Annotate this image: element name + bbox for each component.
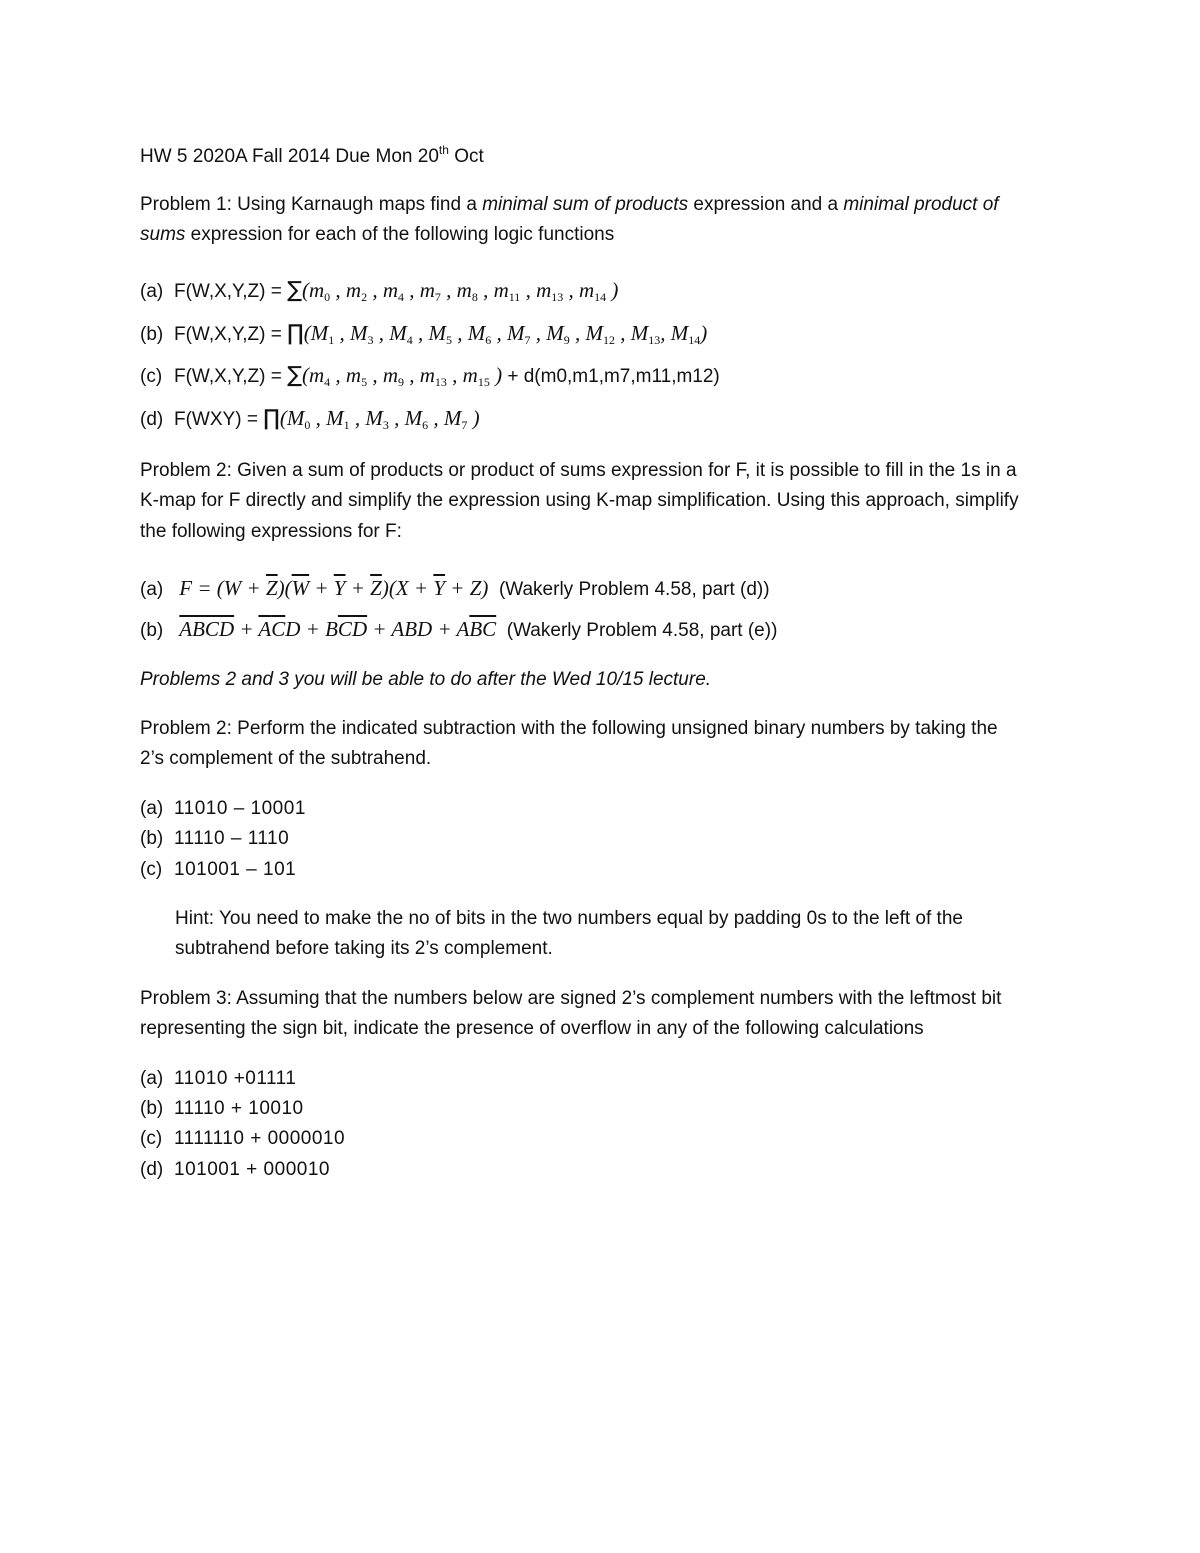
item-label: (a) — [140, 579, 164, 600]
item-label: (a) — [140, 281, 164, 302]
minterm-list: ($m_4$ , $m_5$ , $m_9$ , $m_{13}$ , $m_{15}$ ) — [301, 363, 503, 389]
problem1-line1 — [140, 194, 999, 216]
hint-line2: subtrahend before taking its 2’s complement. — [175, 938, 553, 959]
problem1-text: Problem 1: Using Karnaugh maps find a — [140, 194, 483, 215]
subtraction-item — [140, 798, 306, 820]
problem1-text-rest: expression for each of the following logic functions — [185, 224, 615, 245]
subtraction-expression: 11110 – 1110 — [174, 828, 290, 849]
problem1-text-mid: expression and a — [688, 194, 844, 215]
addition-expression: 11010 +01111 — [174, 1068, 297, 1089]
item-label: (b) — [140, 324, 164, 345]
item-label: (a) — [140, 798, 164, 819]
overflow-item — [140, 1128, 345, 1150]
problem2-line1: Problem 2: Given a sum of products or product of sums expression for F, it is possible to fill in the 1s in a — [140, 460, 1017, 481]
item-label: (d) — [140, 1159, 164, 1180]
item-label: (c) — [140, 859, 163, 880]
item-label: (b) — [140, 828, 164, 849]
maxterm-list: ($M_0$ , $M_1$ , $M_3$ , $M_6$ , $M_7$ ) — [279, 406, 480, 432]
addition-expression: 1111110 + 0000010 — [174, 1128, 346, 1149]
title-end: Oct — [448, 146, 484, 167]
subtraction-item — [140, 828, 289, 850]
hint-line1: Hint: You need to make the no of bits in the two numbers equal by padding 0s to the left of the — [175, 908, 963, 929]
addition-expression: 11110 + 10010 — [174, 1098, 304, 1119]
overflow-item — [140, 1159, 330, 1181]
item-label: (d) — [140, 409, 164, 430]
problem1-emphasis-sums: sums — [140, 224, 186, 245]
item-label: (b) — [140, 1098, 164, 1119]
minterm-list: ($m_0$ , $m_2$ , $m_4$ , $m_7$ , $m_8$ , $m_{11}$ , $m_{13}$ , $m_{14}$ ) — [301, 278, 619, 304]
sum-symbol: ∑ — [287, 363, 302, 388]
problem1-item-c — [140, 363, 720, 390]
subtraction-item — [140, 859, 296, 881]
problem2-line2: K-map for F directly and simplify the expression using K-map simplification. Using this approach, simplify — [140, 490, 1019, 511]
reference-text: (Wakerly Problem 4.58, part (d)) — [498, 579, 770, 600]
lecture-note-text: Problems 2 and 3 you will be able to do after the Wed 10/15 lecture. — [140, 669, 712, 690]
overflow-item — [140, 1098, 304, 1120]
item-label: (a) — [140, 1068, 164, 1089]
problem3-line1: Problem 3: Assuming that the numbers below are signed 2’s complement numbers with the leftmost bit — [140, 988, 1002, 1009]
function-lhs: F(W,X,Y,Z) = — [174, 366, 282, 387]
function-lhs: F(W,X,Y,Z) = — [174, 281, 282, 302]
problem1-emphasis-pos: minimal product of — [843, 194, 999, 215]
subtraction-problem-line2: 2’s complement of the subtrahend. — [140, 748, 432, 769]
expression-a: $F = (W + \overline{Z})(\overline{W} + \overline{Y} + \overline{Z})(X + \overline{Y} + Z)$ — [179, 576, 489, 600]
problem2-item-b — [140, 617, 777, 642]
function-lhs: F(W,X,Y,Z) = — [174, 324, 282, 345]
product-symbol: ∏ — [263, 406, 280, 431]
maxterm-list: ($M_1$ , $M_3$ , $M_4$ , $M_5$ , $M_6$ , $M_7$ , $M_9$ , $M_{12}$ , $M_{13}$, $M_{14}$) — [303, 321, 708, 347]
overflow-item — [140, 1068, 296, 1090]
dont-care-terms: + d(m0,m1,m7,m11,m12) — [507, 366, 720, 387]
item-label: (b) — [140, 620, 164, 641]
title-main: HW 5 2020A Fall 2014 Due Mon 20 — [140, 146, 439, 167]
problem2-line3: the following expressions for F: — [140, 521, 402, 542]
problem1-emphasis-sop: minimal sum of products — [482, 194, 689, 215]
lecture-note — [140, 669, 711, 691]
addition-expression: 101001 + 000010 — [174, 1159, 330, 1180]
subtraction-problem-line1: Problem 2: Perform the indicated subtraction with the following unsigned binary numbers by taking the — [140, 718, 998, 739]
problem1-item-a — [140, 278, 618, 305]
sum-symbol: ∑ — [287, 278, 302, 303]
subtraction-expression: 101001 – 101 — [174, 859, 297, 880]
page-title — [140, 143, 484, 168]
title-superscript: th — [438, 143, 449, 157]
item-label: (c) — [140, 1128, 163, 1149]
item-label: (c) — [140, 366, 163, 387]
problem2-item-a — [140, 576, 770, 601]
problem1-item-b — [140, 321, 707, 348]
problem3-line2: representing the sign bit, indicate the presence of overflow in any of the following calculations — [140, 1018, 924, 1039]
product-symbol: ∏ — [287, 321, 304, 346]
expression-b: ABCD + $\overline{A}\overline{C}D + B\overline{C}\overline{D}$ + ABD + $A\overline{BC}$ — [179, 617, 497, 641]
reference-text: (Wakerly Problem 4.58, part (e)) — [506, 620, 778, 641]
problem1-line2 — [140, 224, 614, 246]
subtraction-expression: 11010 – 10001 — [174, 798, 306, 819]
function-lhs: F(WXY) = — [174, 409, 258, 430]
problem1-item-d — [140, 406, 480, 433]
